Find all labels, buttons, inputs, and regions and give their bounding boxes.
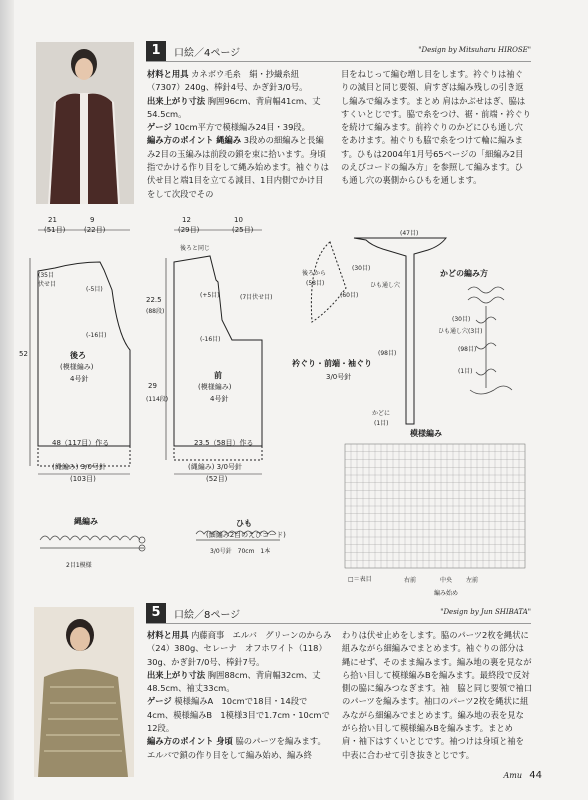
model-photo-vest [36, 42, 134, 204]
section-5-text-col1 [147, 629, 333, 762]
assembly-width-5: (98目) [378, 350, 397, 357]
front-top-width-1: 12 [182, 216, 191, 224]
rib-caption: 2目1模様 [66, 562, 92, 569]
back-rib-label: (縄編み) 3/0号針 [52, 463, 106, 471]
chart-title: 模様編み [410, 429, 442, 438]
assembly-needle: 3/0号針 [326, 373, 352, 381]
chart-center: 中央 [440, 577, 453, 584]
rib-stitch-chart [40, 536, 145, 551]
chart-cells [345, 444, 525, 568]
section-caption: 口絵／4ページ [174, 48, 241, 59]
model-illustration [36, 42, 134, 204]
front-rib [174, 446, 262, 460]
section-1-text-col1 [147, 68, 331, 201]
back-top-width-1: 21 [48, 216, 57, 224]
front-rib-label: (縄編み) 3/0号針 [188, 463, 242, 471]
back-neck-note: (35目 伏せ目 [38, 272, 57, 288]
gauge: ゲージ 模様編みA 10cmで18目・14段で4cm、模様編みB 1模様3目で1.7cm・10cmで12段。 [147, 696, 330, 734]
assembly-width-2: (30目) [352, 265, 371, 272]
corner-label-2: ひも通し穴(3目) [438, 328, 483, 335]
front-top-stitches-2: (25目) [232, 226, 254, 234]
front-top-stitches-1: (29目) [178, 226, 200, 234]
corner-label-4: (1目) [458, 368, 473, 375]
points: 編み方のポイント 身頃 脇のパーツを編みます。エルバで鎖の作り目をして編み始め、編み終 [147, 736, 326, 760]
materials: 材料と用具 内藤商事 エルバ グリーンのからみ（24）380g、セレーナ オフホワイト（118）30g、かぎ針7/0号、棒針7号。 [147, 630, 332, 667]
front-needle: 4号針 [210, 395, 229, 403]
chart-legend: □＝表目 [348, 576, 372, 583]
gauge: ゲージ 10cm平方で模様編み24目・39段。 [147, 122, 310, 133]
section-caption: 口絵／8ページ [174, 610, 241, 621]
corner-label-1: (30目) [452, 316, 471, 323]
front-cast-on: 23.5（58目）作る [194, 439, 254, 447]
section-1-text-col2: 目をねじって編む増し目をします。衿ぐりは袖ぐりの減目と同じ要領、肩すぎは編み残しの引き返し編みで編みます。まとめ 肩はかぶせはぎ、脇はすくいとじです。脇で糸をつけ、裾・前端・衿ぐりを続けて編みます。前衿ぐりのかどにひも通し穴をあけます。袖ぐりも脇で糸をつけて輪に編みます。ひもは2004年1月号65ページの「細編み2目のえびコードの編み方」を参照して編みます。ひも通し穴の裏側からひもを通します。 [341, 69, 531, 186]
finished-size: 出来上がり寸法 胸囲88cm、背肩幅32cm、丈48.5cm、袖丈33cm。 [147, 669, 321, 694]
front-rows-2: (114段) [146, 396, 169, 403]
front-pattern: (模様編み) [198, 383, 232, 391]
back-rib-width: (103目) [70, 475, 96, 483]
front-rib-width: (52目) [206, 475, 228, 483]
assembly-width-6: (1目) [374, 420, 389, 427]
back-top-stitches-1: (51目) [44, 226, 66, 234]
section-5-text-col2: わりは伏せ止めをします。脇のパーツ2枚を縄状に組みながら細編みでまとめます。袖ぐりの部分は縄にせず、そのまま編みます。編み地の裏を見ながら拾い目して模様編みBを編みます。最終段で反対側の脇に編みつなぎます。袖 脇と同じ要領で袖口のパーツを編みます。袖口のパーツ2枚を縄状に組みながら細編みでまとめます。編み地の表を見ながら拾い目して模様編みBを編みます。まとめ 肩・袖下はすくいとじです。袖つけは身頃と袖を中表に合わせて引き抜きとじです。 [342, 630, 533, 760]
materials: 材料と用具 カネボウ毛糸 絹・抄繊糸紐（7307）240g、棒針4号、かぎ針3/0号。 [147, 69, 308, 93]
binding-gutter [0, 0, 14, 800]
cord-needle: 3/0号針 70cm 1本 [210, 548, 271, 555]
section-number: 5 [146, 603, 166, 623]
model-illustration [34, 607, 134, 777]
back-note-2: (-16目) [86, 332, 107, 339]
chart-left-front: 左前 [466, 577, 479, 584]
assembly-width-4: (60目) [340, 292, 359, 299]
front-title: 前 [214, 371, 222, 380]
front-height-2: 29 [148, 382, 157, 390]
chart-right-front: 右前 [404, 577, 417, 584]
assembly-width-3: (58目) [306, 280, 325, 287]
assembly-width-1: (47目) [400, 230, 419, 237]
back-top-width-2: 9 [90, 216, 95, 224]
corner-stitch-diagram [468, 287, 512, 394]
front-piece-outline [174, 256, 262, 446]
back-needle: 4号針 [70, 375, 89, 383]
assembly-from-back: 後ろから [302, 270, 327, 277]
model-photo-sweater [34, 607, 134, 777]
cord-subtitle: (細編み2目のえびコード) [206, 531, 286, 539]
front-note-3: (7目伏せ目) [240, 294, 273, 301]
front-rows-1: (88段) [146, 308, 165, 315]
front-same-as-back: 後ろと同じ [180, 245, 211, 252]
back-pattern: (模様編み) [60, 363, 94, 371]
front-top-width-2: 10 [234, 216, 243, 224]
assembly-corner: かどに [372, 410, 391, 417]
designer-credit: "Design by Mitsuharu HIROSE" [418, 46, 531, 54]
section-5-header [146, 603, 531, 624]
magazine-brand: Amu [503, 771, 522, 780]
back-top-stitches-2: (22目) [84, 226, 106, 234]
finished-size: 出来上がり寸法 胸囲96cm、背肩幅41cm、丈54.5cm。 [147, 95, 321, 119]
section-number: 1 [146, 41, 166, 61]
back-note-1: (-5目) [86, 286, 103, 293]
chart-start: 編み始め [434, 590, 459, 597]
cord-title: ひも [236, 519, 252, 528]
designer-credit: "Design by Jun SHIBATA" [440, 608, 531, 616]
assembly-hole: ひも通し穴 [370, 282, 401, 289]
front-note-2: (-16目) [200, 336, 221, 343]
assembly-title: 衿ぐり・前端・袖ぐり [292, 359, 372, 368]
pattern-chart-grid [345, 444, 525, 568]
page-number: 44 [529, 770, 542, 781]
back-height: 52 [19, 350, 28, 358]
back-title: 後ろ [70, 351, 86, 360]
points: 編み方のポイント 縄編み 3段めの細編みと長編み2目の玉編みは前段の鎖を束に拾います。身頃 指でかける作り目をして縄み始めます。袖ぐりは伏せ目と端1目を立てる減目、1目内側でかけ目をして次段でその [147, 135, 329, 199]
front-note-1: (+5目) [200, 292, 220, 299]
corner-title: かどの編み方 [440, 269, 488, 278]
rib-title: 縄編み [74, 517, 98, 526]
section-1-header [146, 41, 531, 62]
front-height-1: 22.5 [146, 296, 162, 304]
corner-label-3: (98目) [458, 346, 477, 353]
back-cast-on: 48（117目）作る [52, 439, 110, 447]
